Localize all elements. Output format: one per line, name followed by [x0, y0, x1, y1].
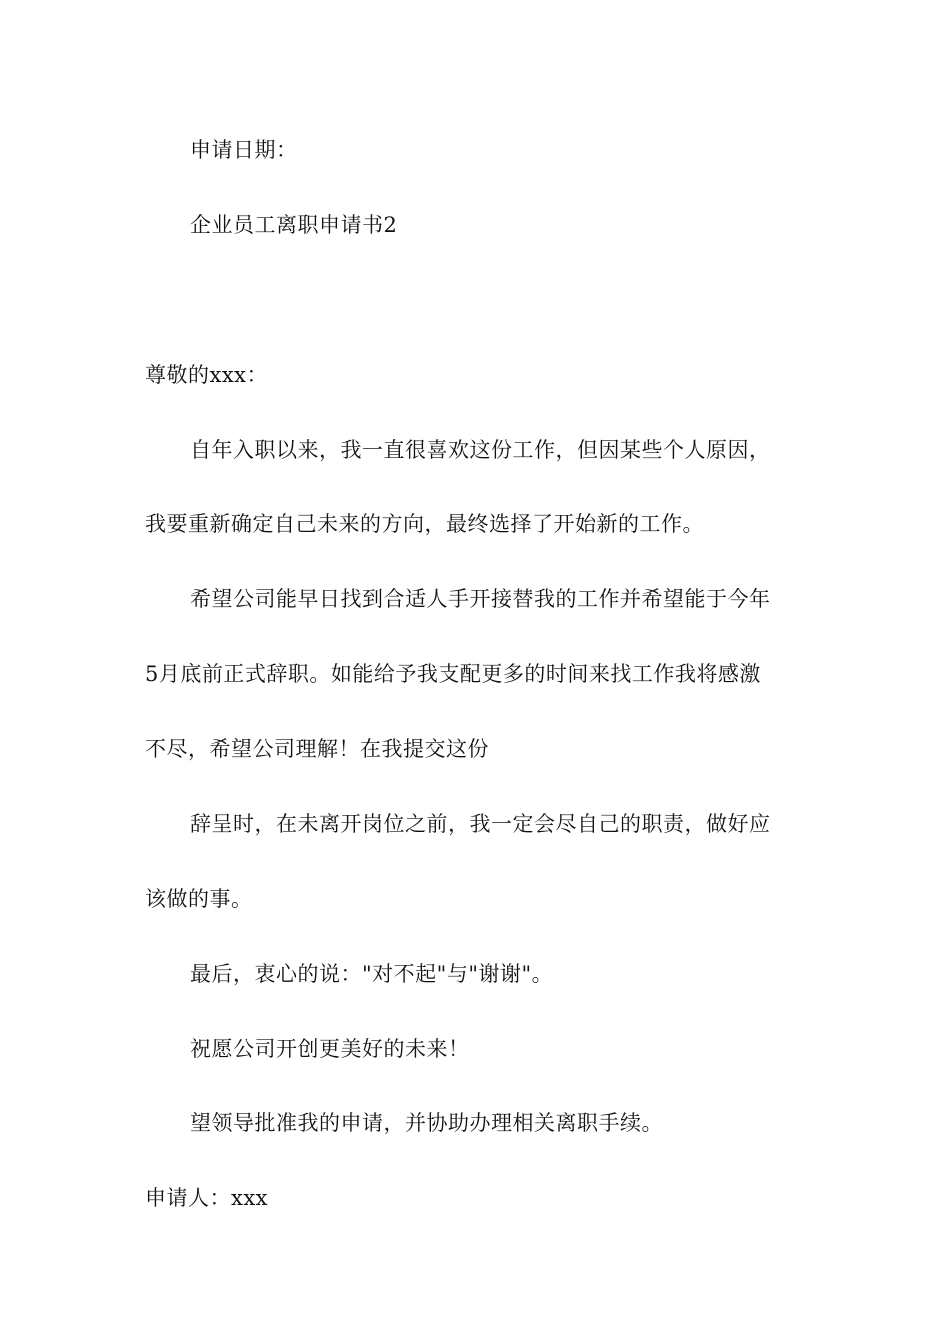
paragraph-line: 不尽，希望公司理解！在我提交这份 — [145, 737, 489, 761]
application-date-label: 申请日期： — [190, 138, 298, 162]
paragraph-line: 5月底前正式辞职。如能给予我支配更多的时间来找工作我将感激 — [145, 662, 761, 686]
paragraph-line: 自年入职以来，我一直很喜欢这份工作，但因某些个人原因， — [190, 438, 771, 462]
salutation: 尊敬的xxx： — [145, 363, 269, 387]
paragraph-line: 我要重新确定自己未来的方向，最终选择了开始新的工作。 — [145, 512, 704, 536]
paragraph-line: 祝愿公司开创更美好的未来！ — [190, 1037, 470, 1061]
paragraph-line: 最后，衷心的说："对不起"与"谢谢"。 — [190, 962, 554, 986]
document-title: 企业员工离职申请书2 — [190, 213, 398, 237]
applicant-signature-label: 申请人：xxx — [145, 1186, 269, 1210]
paragraph-line: 该做的事。 — [145, 887, 253, 911]
paragraph-line: 辞呈时，在未离开岗位之前，我一定会尽自己的职责，做好应 — [190, 812, 771, 836]
paragraph-line: 望领导批准我的申请，并协助办理相关离职手续。 — [190, 1111, 663, 1135]
paragraph-line: 希望公司能早日找到合适人手开接替我的工作并希望能于今年 — [190, 587, 771, 611]
